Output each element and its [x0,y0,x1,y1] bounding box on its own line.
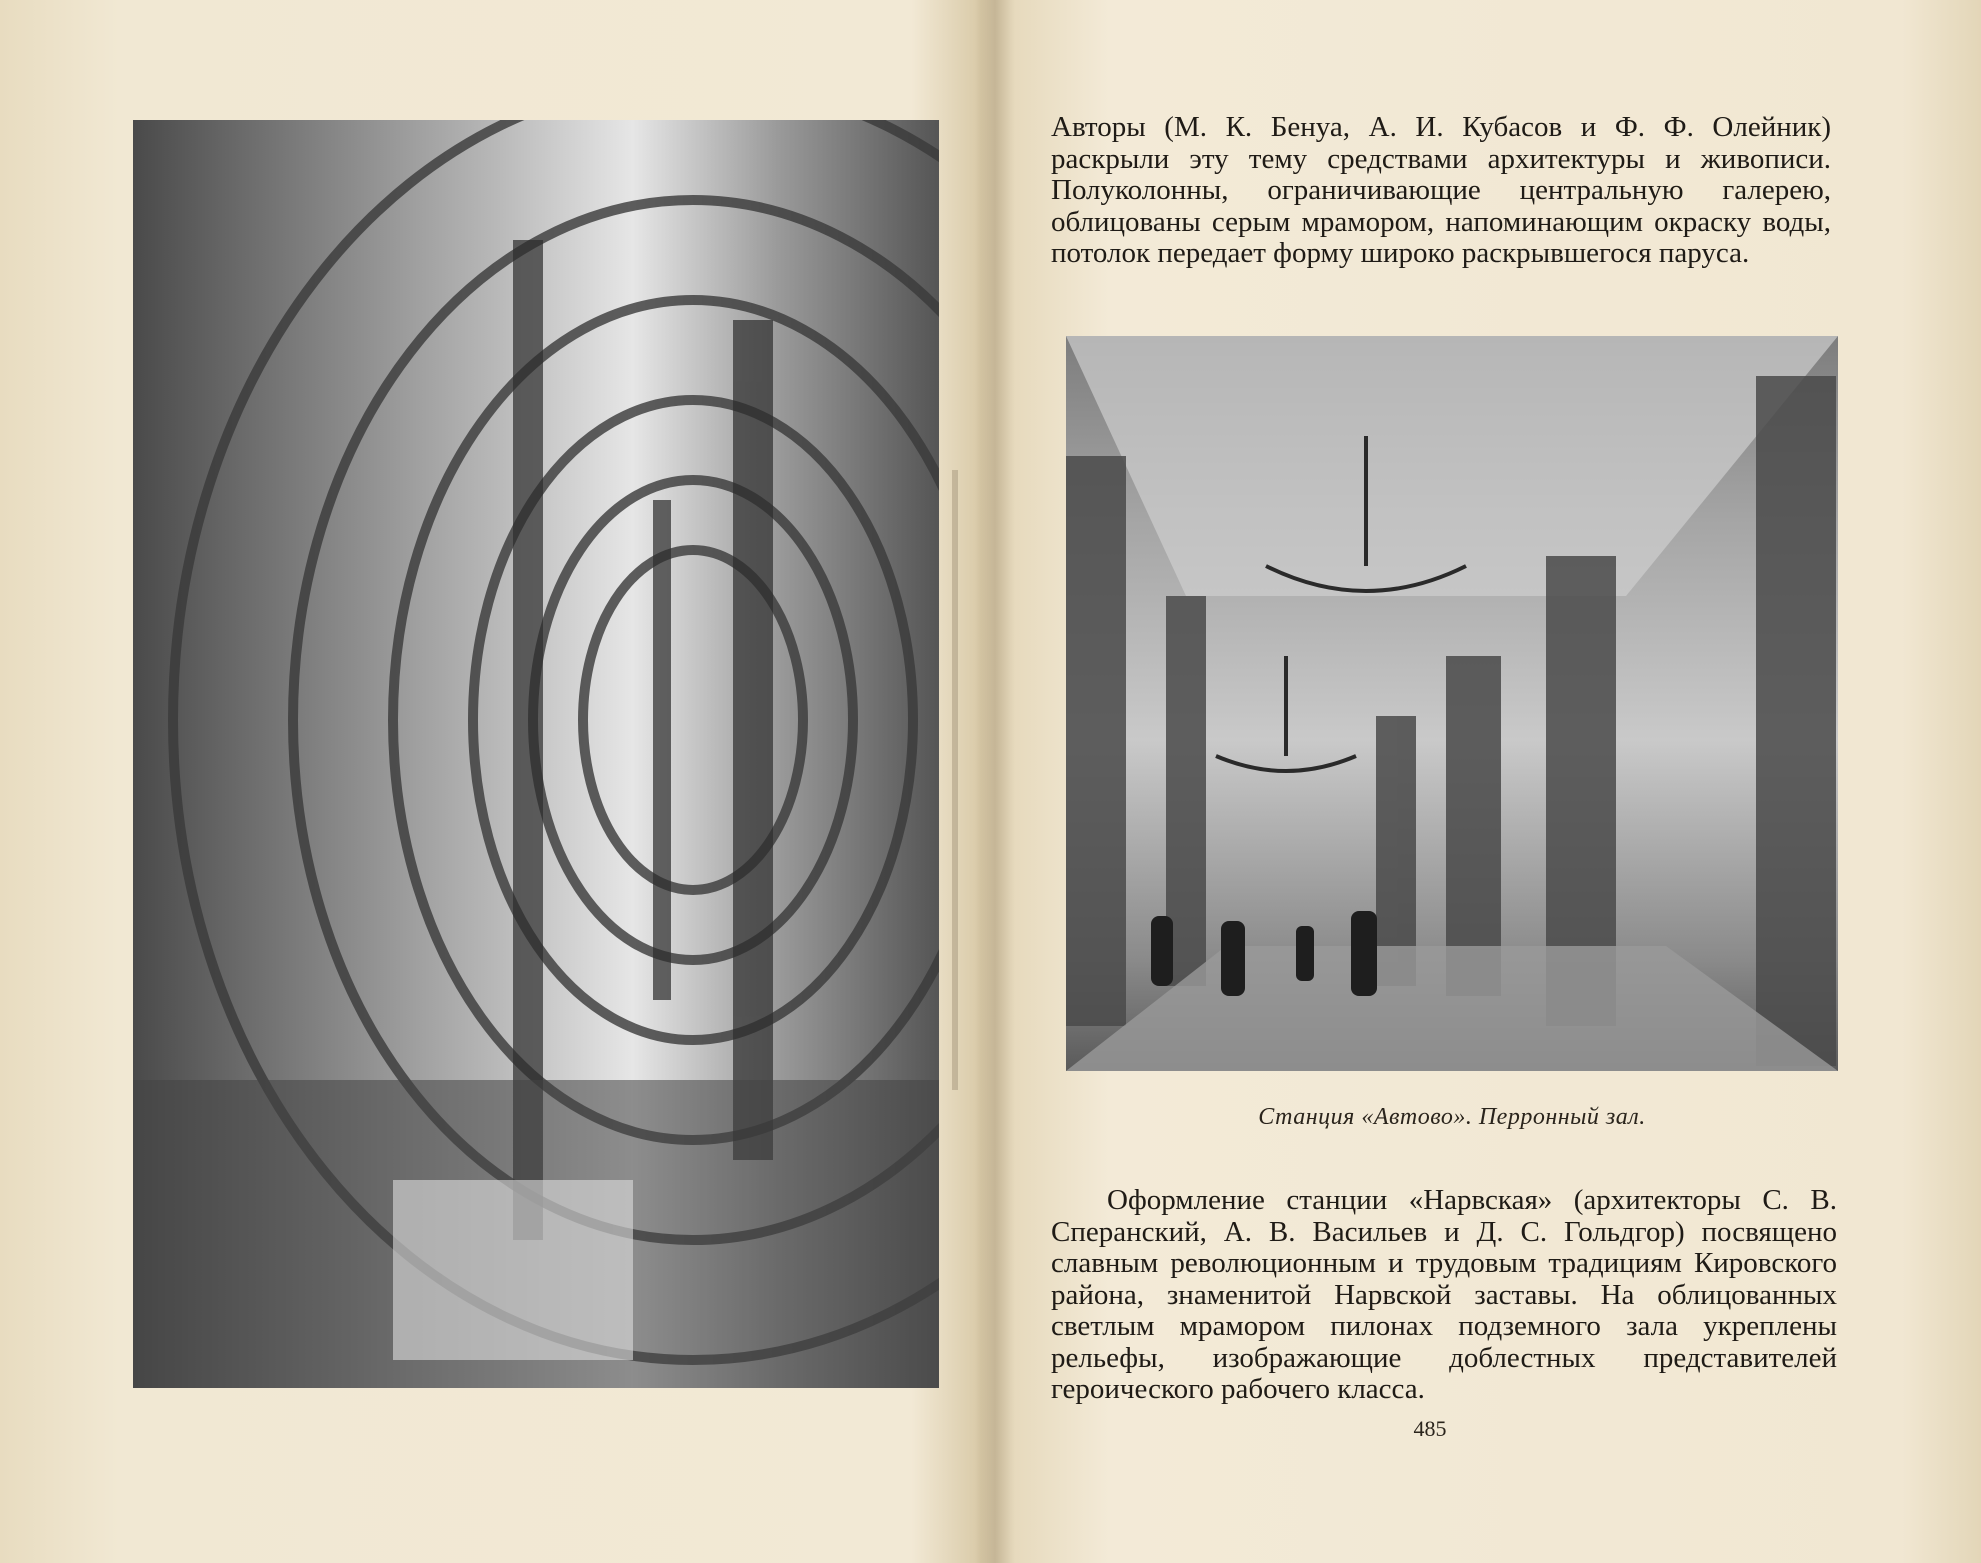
paragraph-bottom: Оформление станции «Нарвская» (архитекторы С. В. Сперанский, А. В. Васильев и Д. С. Гольдгор) посвящено славным революционным и трудовым традициям Кировского района, знаменитой Нарвской заставы. На облицованных светлым мрамором пилонах подземного зала укреплены рельефы, изображающие доблестных представителей героического рабочего класса. [1051,1184,1837,1405]
left-margin-rotated-caption-mark [940,470,970,1090]
left-photo-illustration [133,120,939,1388]
paragraph-top: Авторы (М. К. Бенуа, А. И. Кубасов и Ф. Ф. Олейник) раскрыли эту тему средствами архитектуры и живописи. Полуколонны, ограничивающие центральную галерею, облицованы серым мрамором, напоминающим окраску воды, потолок передает форму широко раскрывшегося паруса. [1051,111,1831,269]
paragraph-bottom-container [1051,1185,1837,1406]
left-page [0,0,990,1563]
left-photo-metro-hall-rotated [133,120,939,1388]
right-photo-illustration [1066,336,1838,1071]
photo-caption: Станция «Автово». Перронный зал. [1258,1104,1646,1130]
right-photo-avtovo-platform-hall [1066,336,1838,1071]
page-number: 485 [1413,1416,1447,1441]
